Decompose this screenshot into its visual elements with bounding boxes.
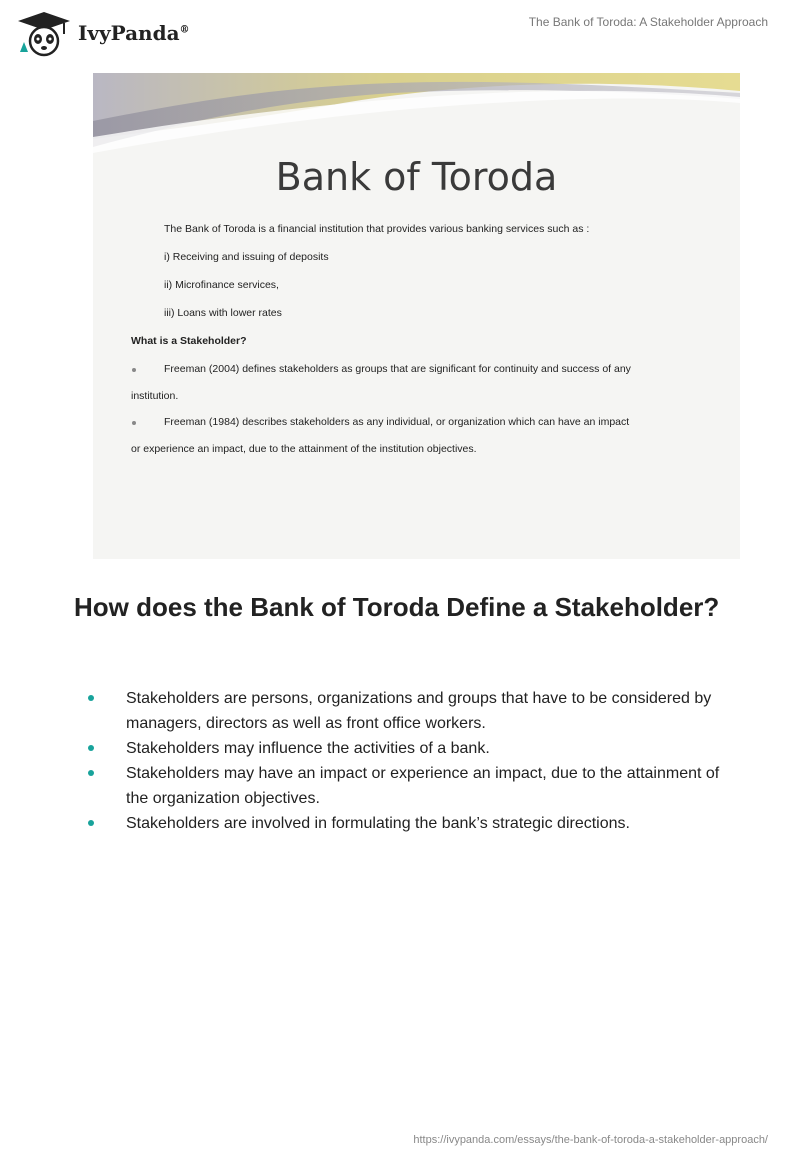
list-item-text: Stakeholders are persons, organizations and groups that have to be considered by managers, directors as well as front office workers. (126, 690, 712, 732)
list-item-text: Stakeholders may have an impact or experience an impact, due to the attainment of the organization objectives. (126, 765, 720, 807)
slide-service-1: i) Receiving and issuing of deposits (164, 251, 329, 263)
stakeholder-bullet-list (88, 686, 728, 836)
bullet-dot-icon (88, 820, 94, 826)
slide-title: Bank of Toroda (275, 155, 558, 199)
ivypanda-logo[interactable] (14, 8, 214, 58)
list-item (88, 736, 728, 761)
source-url-link[interactable]: https://ivypanda.com/essays/the-bank-of-toroda-a-stakeholder-approach/ (413, 1134, 768, 1146)
slide-question: What is a Stakeholder? (131, 335, 247, 347)
list-item (88, 761, 728, 811)
slide-definition-1-line1: Freeman (2004) defines stakeholders as groups that are significant for continuity and success of any (164, 363, 631, 375)
list-item (88, 686, 728, 736)
document-title: The Bank of Toroda: A Stakeholder Approach (528, 15, 768, 29)
slide-definition-1-line2: institution. (131, 390, 179, 402)
list-item (88, 811, 728, 836)
slide-service-2: ii) Microfinance services, (164, 279, 279, 291)
slide-intro: The Bank of Toroda is a financial institution that provides various banking services such as : (164, 223, 590, 235)
bullet-dot-icon (88, 770, 94, 776)
bullet-dot-icon (88, 745, 94, 751)
slide-image (93, 73, 740, 559)
slide-service-3: iii) Loans with lower rates (164, 307, 282, 319)
logo-registered-mark: ® (179, 24, 190, 36)
bullet-dot-icon (88, 695, 94, 701)
list-item-text: Stakeholders may influence the activities of a bank. (126, 740, 490, 757)
list-item-text: Stakeholders are involved in formulating the bank’s strategic directions. (126, 815, 630, 832)
section-heading: How does the Bank of Toroda Define a Stakeholder? (74, 592, 720, 622)
panda-graduate-icon (14, 8, 74, 58)
slide-bullet-dot (132, 368, 136, 372)
slide-definition-2-line1: Freeman (1984) describes stakeholders as any individual, or organization which can have an impact (164, 416, 630, 428)
logo-text: IvyPanda (78, 21, 180, 45)
slide-definition-2-line2: or experience an impact, due to the attainment of the institution objectives. (131, 443, 477, 455)
page-header (0, 0, 800, 64)
slide-bullet-dot (132, 421, 136, 425)
